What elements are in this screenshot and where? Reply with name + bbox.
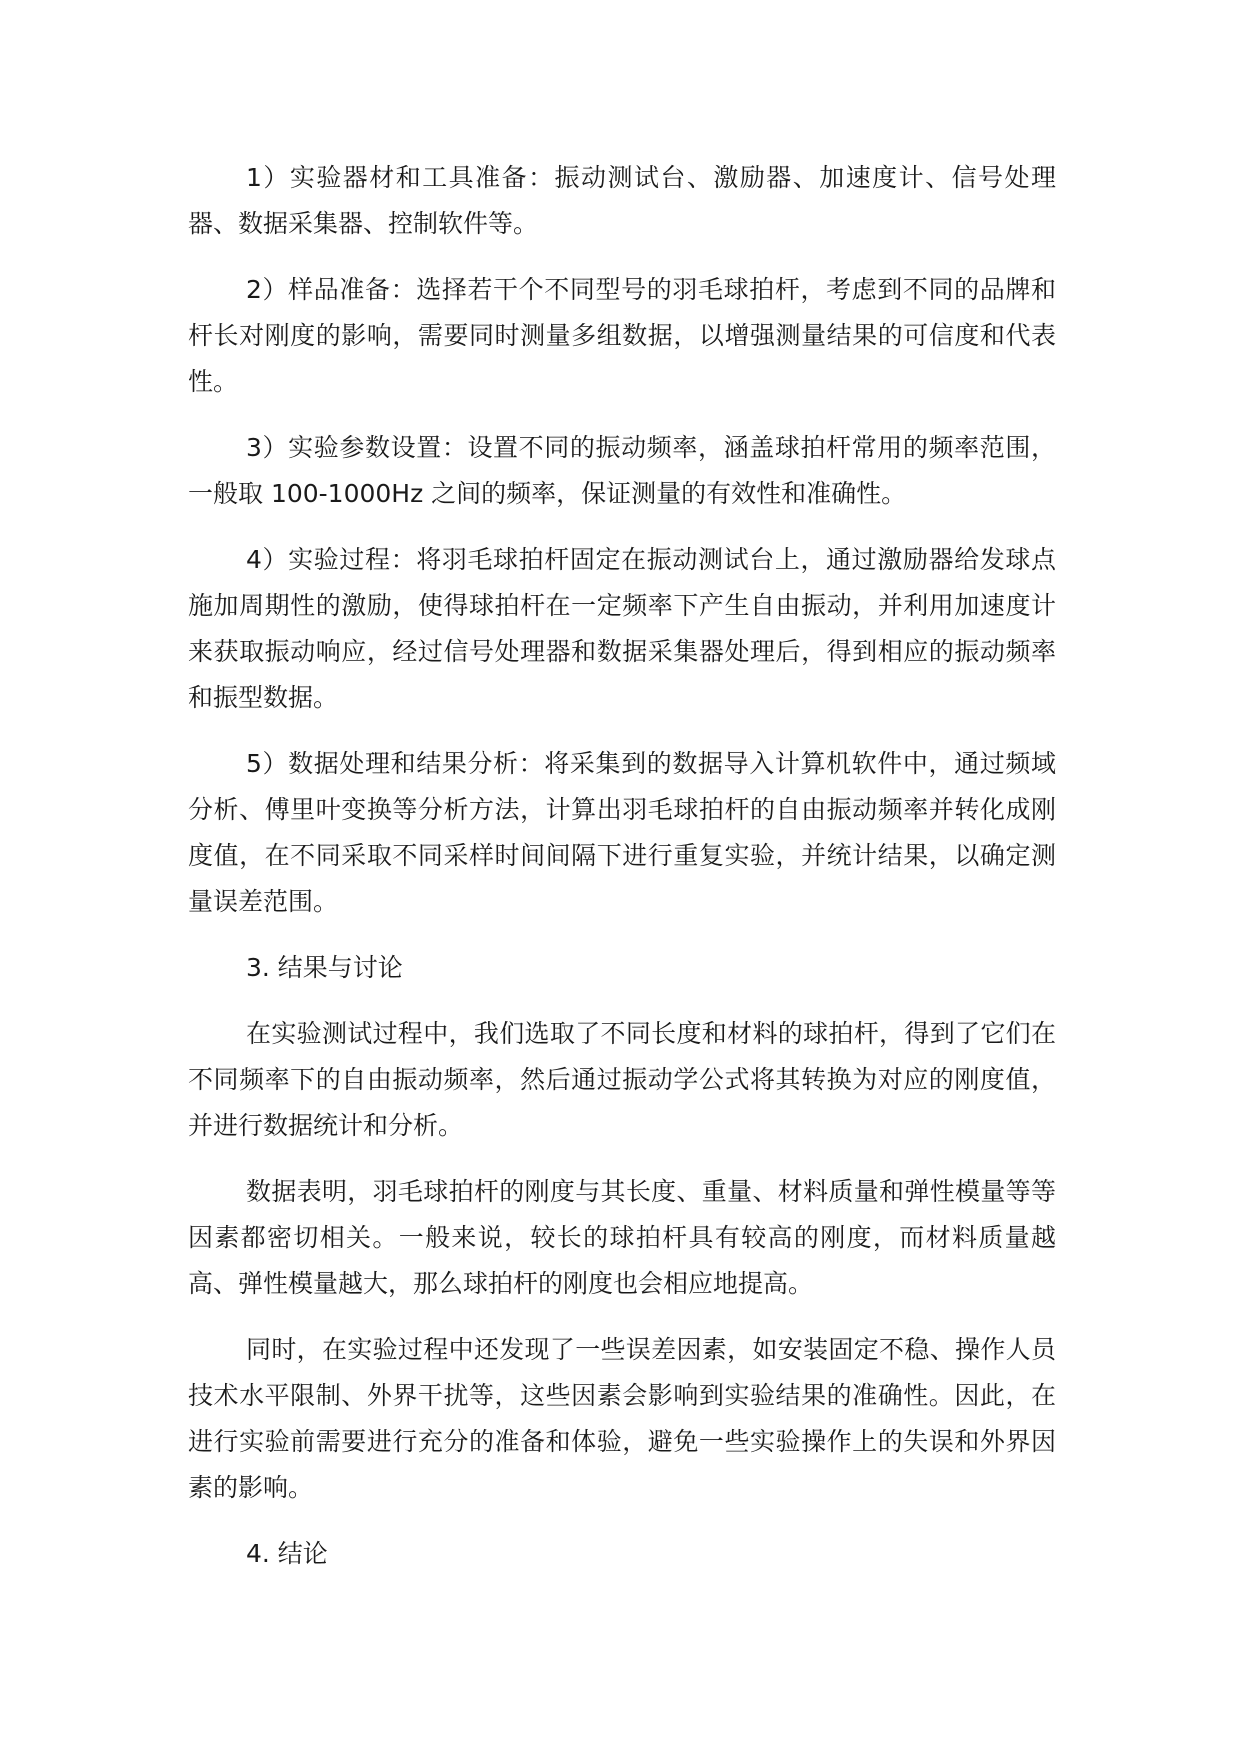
section-heading-results: 3. 结果与讨论 (246, 953, 403, 982)
paragraph-results-2: 数据表明，羽毛球拍杆的刚度与其长度、重量、材料质量和弹性模量等等因素都密切相关。一般来说，较长的球拍杆具有较高的刚度，而材料质量越高、弹性模量越大，那么球拍杆的刚度也会相应地提高。 (188, 1177, 1056, 1298)
paragraph-procedure: 4）实验过程：将羽毛球拍杆固定在振动测试台上，通过激励器给发球点施加周期性的激励，使得球拍杆在一定频率下产生自由振动，并利用加速度计来获取振动响应，经过信号处理器和数据采集器处理后，得到相应的振动频率和振型数据。 (188, 545, 1056, 712)
document-body (188, 155, 1056, 1597)
paragraph-results-3: 同时，在实验过程中还发现了一些误差因素，如安装固定不稳、操作人员技术水平限制、外界干扰等，这些因素会影响到实验结果的准确性。因此，在进行实验前需要进行充分的准备和体验，避免一些实验操作上的失误和外界因素的影响。 (188, 1335, 1056, 1502)
paragraph-analysis: 5）数据处理和结果分析：将采集到的数据导入计算机软件中，通过频域分析、傅里叶变换等分析方法，计算出羽毛球拍杆的自由振动频率并转化成刚度值，在不同采取不同采样时间间隔下进行重复实验，并统计结果，以确定测量误差范围。 (188, 749, 1056, 916)
section-heading-conclusion: 4. 结论 (246, 1539, 328, 1568)
paragraph-equipment: 1）实验器材和工具准备：振动测试台、激励器、加速度计、信号处理器、数据采集器、控制软件等。 (188, 163, 1056, 238)
paragraph-results-1: 在实验测试过程中，我们选取了不同长度和材料的球拍杆，得到了它们在不同频率下的自由振动频率，然后通过振动学公式将其转换为对应的刚度值，并进行数据统计和分析。 (188, 1019, 1056, 1140)
paragraph-parameters: 3）实验参数设置：设置不同的振动频率，涵盖球拍杆常用的频率范围，一般取 100-1000Hz 之间的频率，保证测量的有效性和准确性。 (188, 433, 1056, 508)
paragraph-sample-prep: 2）样品准备：选择若干个不同型号的羽毛球拍杆，考虑到不同的品牌和杆长对刚度的影响，需要同时测量多组数据，以增强测量结果的可信度和代表性。 (188, 275, 1056, 396)
